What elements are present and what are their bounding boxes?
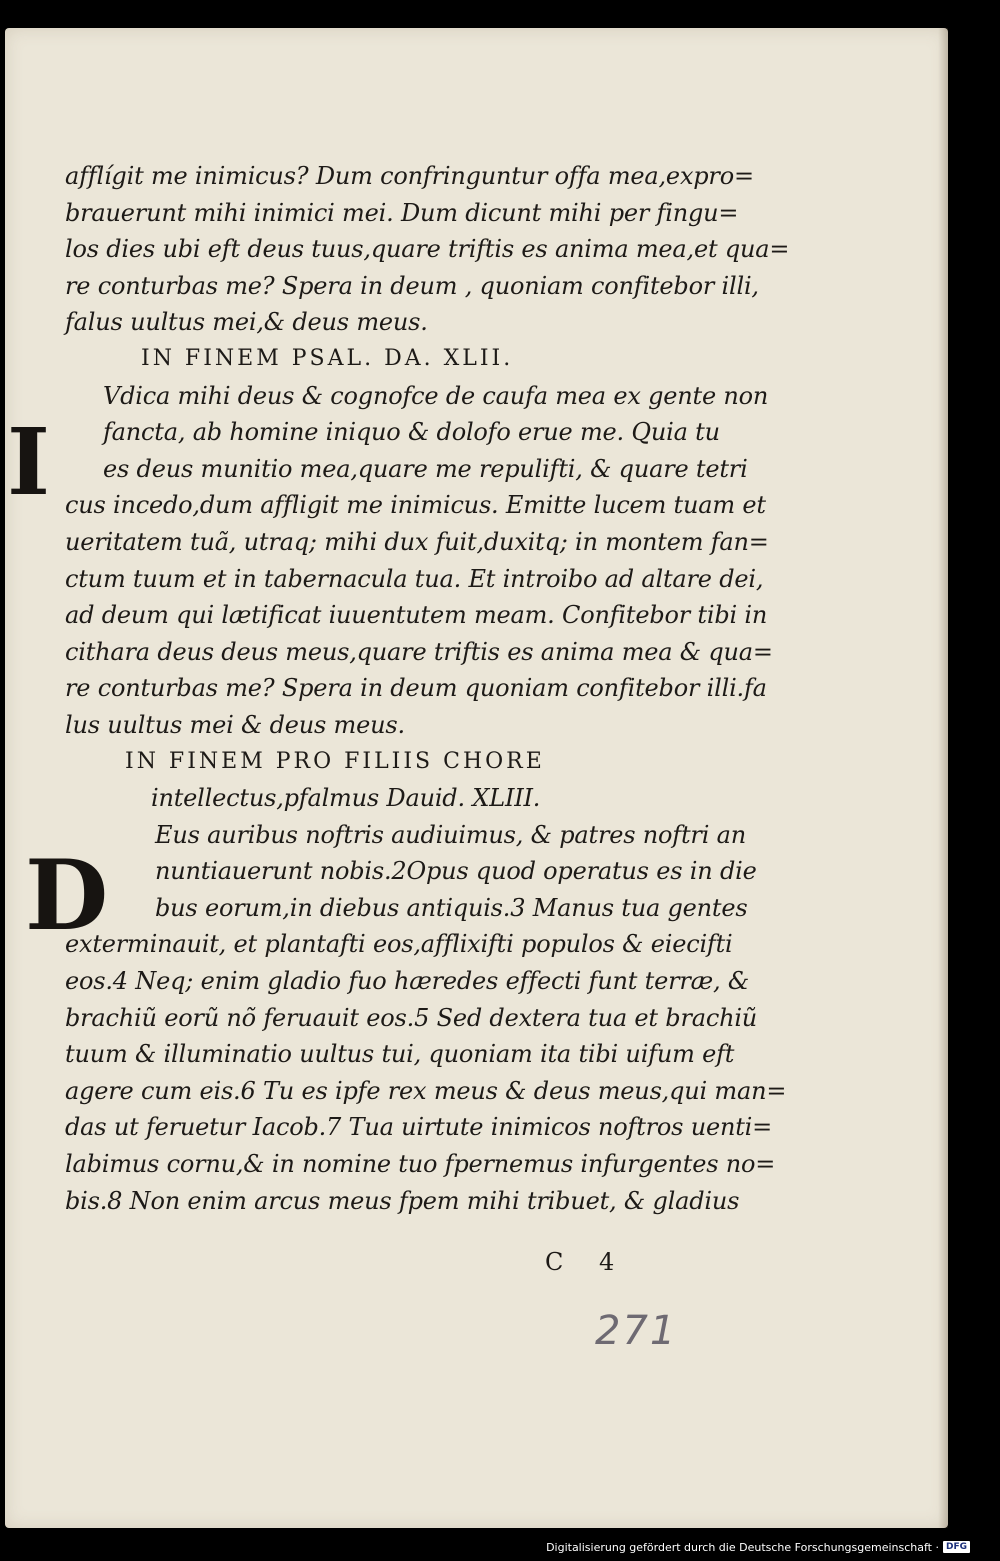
text-line: falus uultus mei,& deus meus.: [65, 308, 428, 337]
drop-initial: I: [7, 408, 51, 516]
text-line: exterminauit, et plantafti eos,afflixifti populos & eiecifti: [65, 930, 733, 959]
text-line: brauerunt mihi inimici mei. Dum dicunt mihi per fingu=: [65, 198, 739, 227]
text-line: das ut feruetur Iacob.7 Tua uirtute inimicos noftros uenti=: [65, 1113, 773, 1142]
text-line: re conturbas me? Spera in deum , quoniam confitebor illi,: [65, 271, 759, 300]
text-block: [65, 158, 790, 1219]
text-line: cus incedo,dum affligit me inimicus. Emitte lucem tuam et: [65, 491, 766, 520]
text-line: Eus auribus noftris audiuimus, & patres noftri an: [155, 820, 746, 849]
text-line: fancta, ab homine iniquo & dolofo erue me. Quia tu: [103, 418, 720, 447]
text-line: cithara deus deus meus,quare triftis es anima mea & qua=: [65, 637, 773, 666]
psalm-heading: IN FINEM PRO FILIIS CHORE: [125, 748, 545, 774]
text-line: eos.4 Neq; enim gladio fuo hæredes effecti funt terræ, &: [65, 967, 749, 996]
text-line: ad deum qui lætificat iuuentutem meam. Confitebor tibi in: [65, 601, 768, 630]
psalm-heading: IN FINEM PSAL. DA. XLII.: [141, 345, 514, 371]
text-line: bus eorum,in diebus antiquis.3 Manus tua gentes: [155, 893, 748, 922]
text-line: nuntiauerunt nobis.2Opus quod operatus es in die: [155, 857, 757, 886]
drop-initial: D: [25, 839, 109, 952]
book-page: [5, 28, 948, 1528]
text-line: re conturbas me? Spera in deum quoniam confitebor illi.fa: [65, 674, 767, 703]
digitization-footer: [546, 1535, 970, 1559]
text-line: brachiũ eorũ nõ feruauit eos.5 Sed dextera tua et brachiũ: [65, 1003, 758, 1032]
text-line: labimus cornu,& in nomine tuo fpernemus infurgentes no=: [65, 1150, 776, 1179]
footer-text: Digitalisierung gefördert durch die Deutsche Forschungsgemeinschaft ·: [546, 1540, 939, 1554]
signature-mark: C 4: [545, 1248, 629, 1276]
text-line: los dies ubi eft deus tuus,quare triftis es anima mea,et qua=: [65, 235, 790, 264]
text-line: Vdica mihi deus & cognofce de caufa mea ex gente non: [103, 381, 769, 410]
text-line: ctum tuum et in tabernacula tua. Et introibo ad altare dei,: [65, 564, 764, 593]
text-line: agere cum eis.6 Tu es ipfe rex meus & deus meus,qui man=: [65, 1076, 787, 1105]
text-line: ueritatem tuã, utraq; mihi dux fuit,duxitq; in montem fan=: [65, 527, 769, 556]
folio-number: 271: [595, 1308, 678, 1354]
dfg-logo-icon: DFG: [943, 1541, 970, 1553]
text-line: tuum & illuminatio uultus tui, quoniam ita tibi uifum eft: [65, 1040, 735, 1069]
psalm-subheading: intellectus,pfalmus Dauid. XLIII.: [151, 784, 541, 813]
text-line: bis.8 Non enim arcus meus fpem mihi tribuet, & gladius: [65, 1186, 740, 1215]
text-line: afflígit me inimicus? Dum confringuntur offa mea,expro=: [65, 162, 754, 190]
text-line: lus uultus mei & deus meus.: [65, 710, 405, 739]
text-line: es deus munitio mea,quare me repulifti, & quare tetri: [103, 454, 748, 483]
